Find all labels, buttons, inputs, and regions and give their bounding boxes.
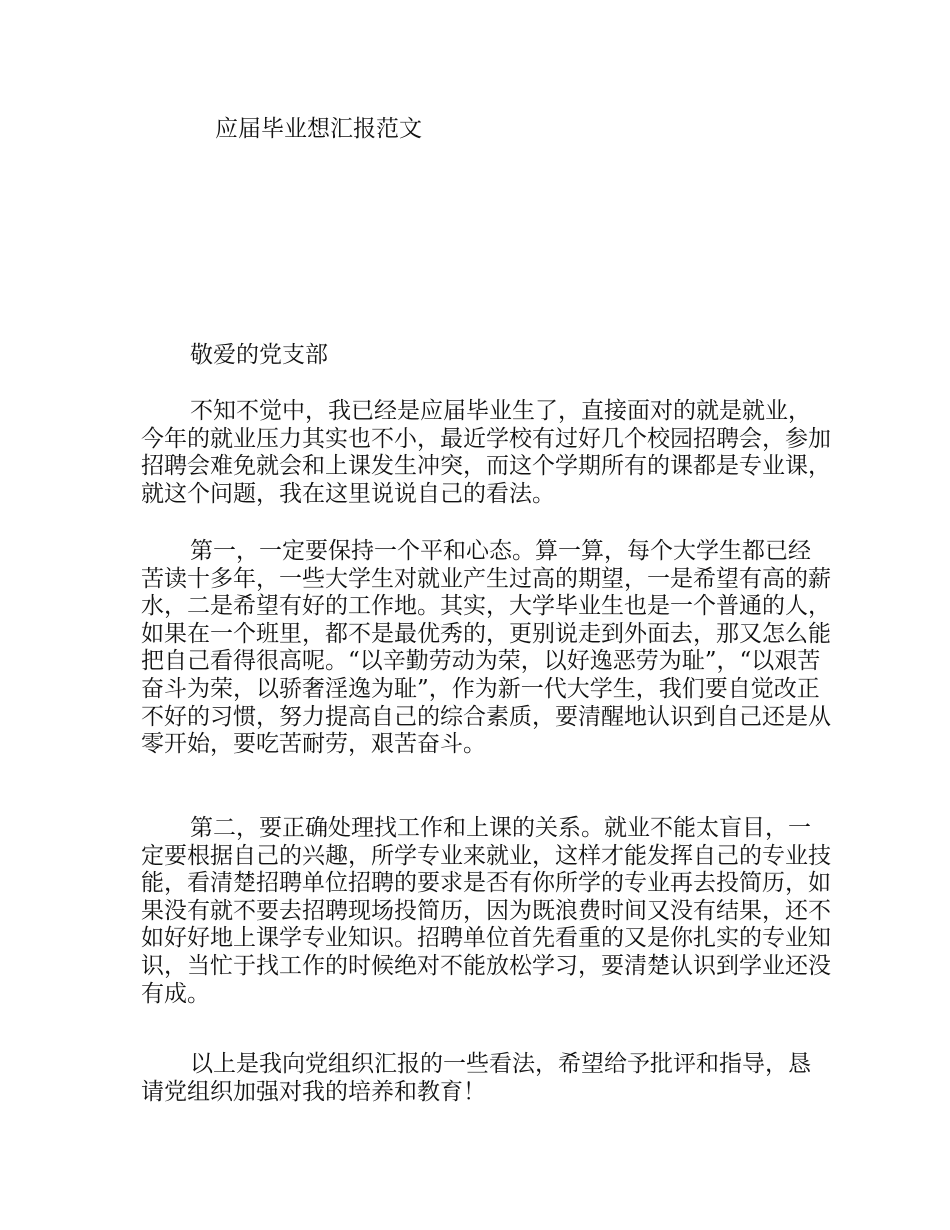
paragraph-first-point: 第一，一定要保持一个平和心态。算一算，每个大学生都已经苦读十多年，一些大学生对就业产生过高的期望，一是希望有高的薪水，二是希望有好的工作地。其实，大学毕业生也是一个普通的人，如果在一个班里，都不是最优秀的，更别说走到外面去，那又怎么能把自己看得很高呢。“以辛勤劳动为荣，以好逸恶劳为耻”，“以艰苦奋斗为荣，以骄奢淫逸为耻”，作为新一代大学生，我们要自觉改正不好的习惯，努力提高自己的综合素质，要清醒地认识到自己还是从零开始，要吃苦耐劳，艰苦奋斗。: [141, 538, 831, 758]
paragraph-intro: 不知不觉中，我已经是应届毕业生了，直接面对的就是就业，今年的就业压力其实也不小，最近学校有过好几个校园招聘会，参加招聘会难免就会和上课发生冲突，而这个学期所有的课都是专业课，就这个问题，我在这里说说自己的看法。: [141, 398, 831, 507]
salutation: 敬爱的党支部: [190, 342, 328, 368]
paragraph-closing: 以上是我向党组织汇报的一些看法，希望给予批评和指导，恳请党组织加强对我的培养和教育！: [141, 1051, 811, 1105]
paragraph-second-point: 第二，要正确处理找工作和上课的关系。就业不能太盲目，一定要根据自己的兴趣，所学专业来就业，这样才能发挥自己的专业技能，看清楚招聘单位招聘的要求是否有你所学的专业再去投简历，如果没有就不要去招聘现场投简历，因为既浪费时间又没有结果，还不如好好地上课学专业知识。招聘单位首先看重的又是你扎实的专业知识，当忙于找工作的时候绝对不能放松学习，要清楚认识到学业还没有成。: [141, 815, 831, 1007]
document-title: 应届毕业想汇报范文: [215, 116, 422, 142]
